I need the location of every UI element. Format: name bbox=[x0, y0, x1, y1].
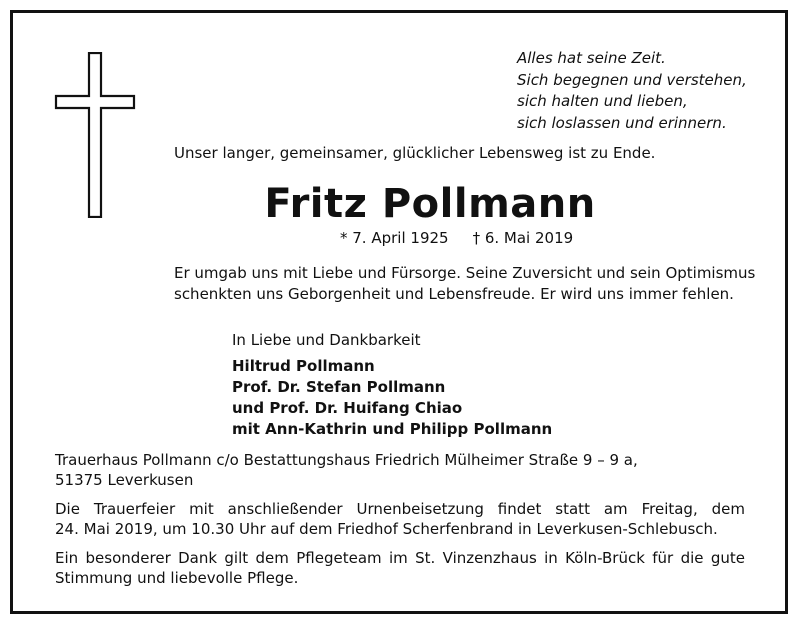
mourning-address bbox=[55, 450, 745, 490]
service-line: 24. Mai 2019, um 10.30 Uhr auf dem Friedhof Scherfenbrand in Leverkusen-Schlebusch. bbox=[55, 520, 718, 538]
address-line: 51375 Leverkusen bbox=[55, 471, 194, 489]
tribute-paragraph bbox=[174, 263, 755, 305]
poem-line: Alles hat seine Zeit. bbox=[517, 49, 666, 67]
family-member: Prof. Dr. Stefan Pollmann bbox=[232, 378, 446, 396]
tribute-line: Er umgab uns mit Liebe und Fürsorge. Seine Zuversicht und sein Optimismus bbox=[174, 264, 756, 282]
tribute-line: schenkten uns Geborgenheit und Lebensfreude. Er wird uns immer fehlen. bbox=[174, 285, 734, 303]
funeral-service-notice bbox=[55, 499, 745, 539]
birth-date: * 7. April 1925 bbox=[340, 229, 449, 247]
thanks-line: Ein besonderer Dank gilt dem Pflegeteam im St. Vinzenzhaus in Köln-Brück für die gute bbox=[55, 549, 745, 567]
family-greeting: In Liebe und Dankbarkeit bbox=[232, 331, 421, 349]
address-line: Trauerhaus Pollmann c/o Bestattungshaus Friedrich Mülheimer Straße 9 – 9 a, bbox=[55, 451, 638, 469]
service-line: Die Trauerfeier mit anschließender Urnenbeisetzung findet statt am Freitag, dem bbox=[55, 500, 745, 518]
footer-notices bbox=[55, 450, 745, 597]
deceased-name: Fritz Pollmann bbox=[264, 181, 596, 227]
intro-text: Unser langer, gemeinsamer, glücklicher Lebensweg ist zu Ende. bbox=[174, 144, 656, 162]
family-member: und Prof. Dr. Huifang Chiao bbox=[232, 399, 463, 417]
life-dates bbox=[340, 228, 573, 248]
poem-line: sich halten und lieben, bbox=[517, 92, 688, 110]
thanks-notice bbox=[55, 548, 745, 588]
death-date: † 6. Mai 2019 bbox=[472, 229, 574, 247]
poem-line: Sich begegnen und verstehen, bbox=[517, 70, 747, 89]
thanks-line: Stimmung und liebevolle Pflege. bbox=[55, 569, 299, 587]
poem bbox=[517, 48, 747, 134]
family-member: mit Ann-Kathrin und Philipp Pollmann bbox=[232, 420, 553, 438]
family-signature bbox=[232, 330, 552, 440]
family-member: Hiltrud Pollmann bbox=[232, 357, 375, 375]
poem-line: sich loslassen und erinnern. bbox=[517, 113, 727, 132]
